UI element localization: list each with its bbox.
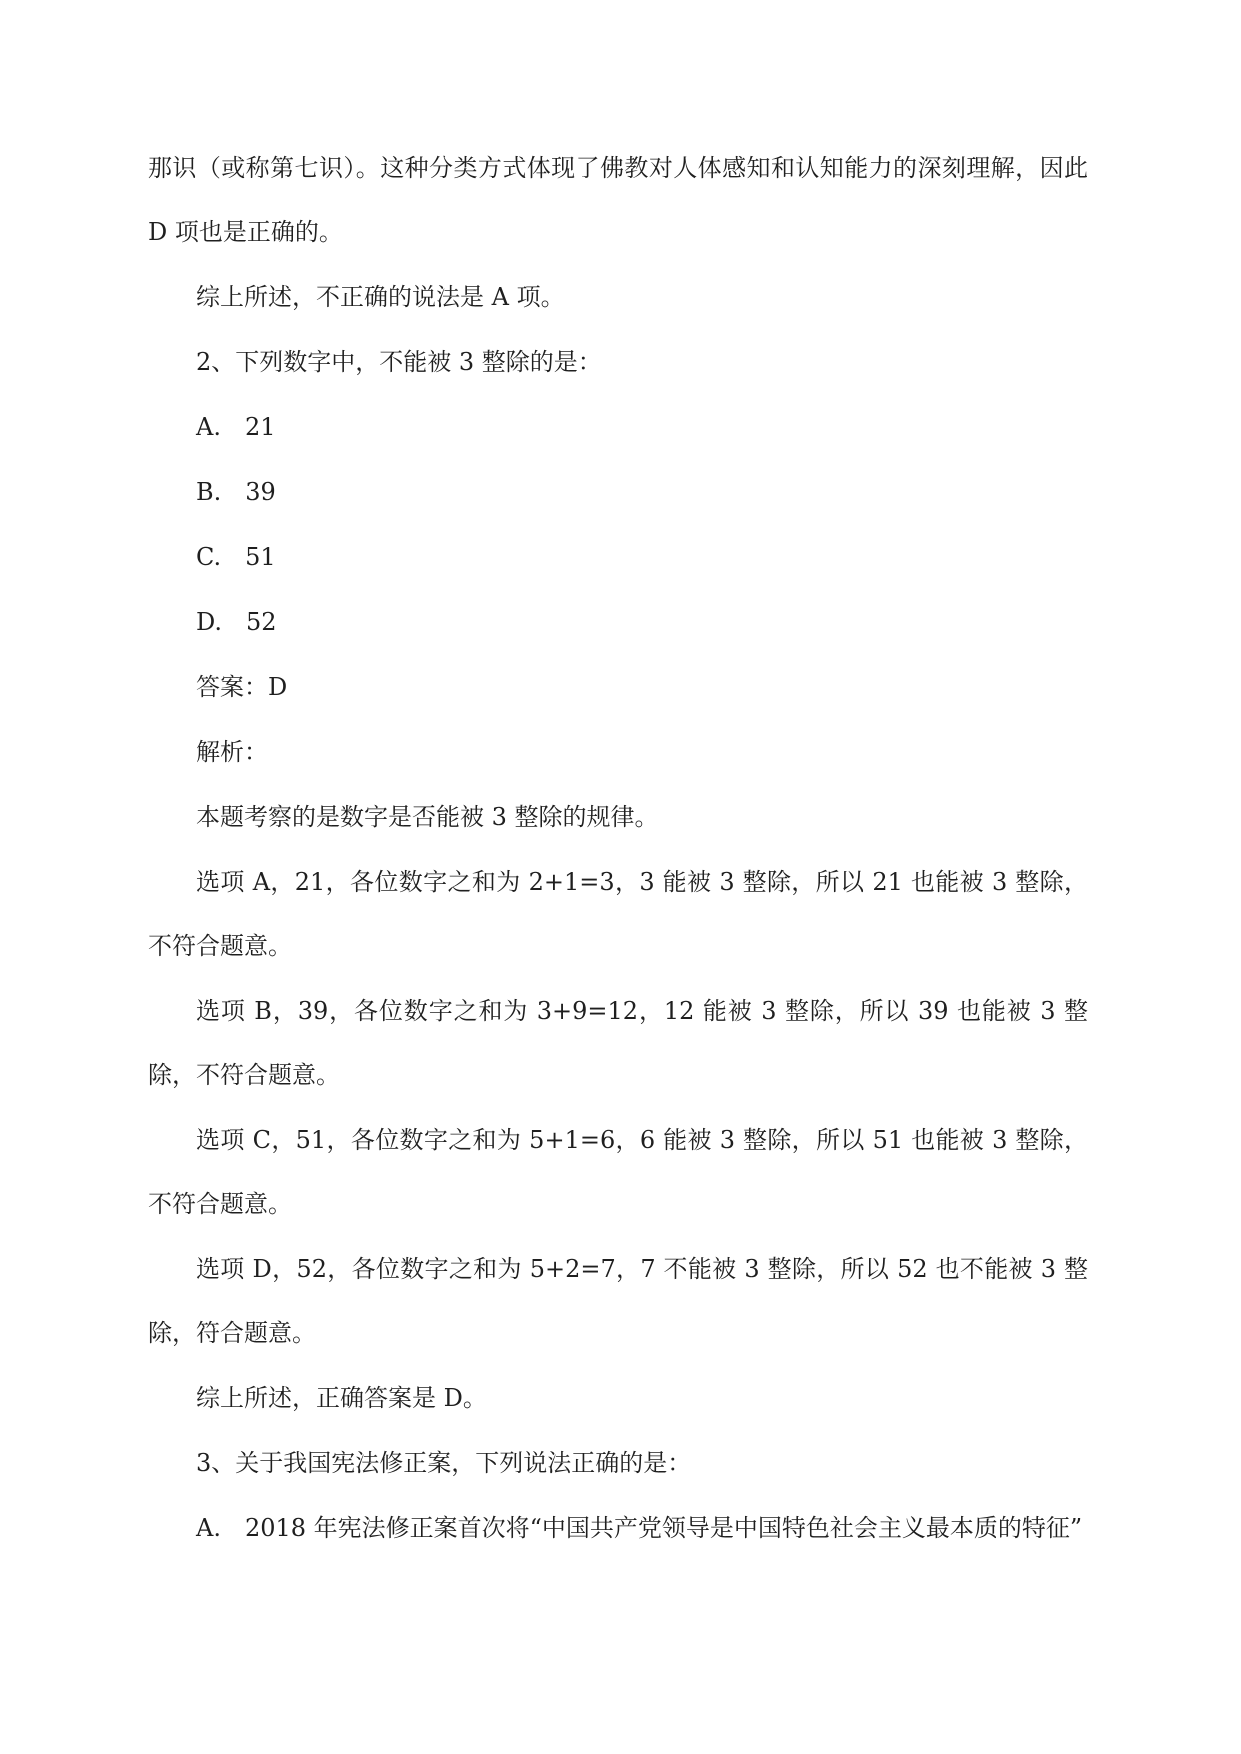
q2-option-c: C. 51 <box>196 543 276 571</box>
q1-conclusion: 综上所述，不正确的说法是 A 项。 <box>196 283 565 311</box>
prev-explanation-tail: 那识（或称第七识）。这种分类方式体现了佛教对人体感知和认知能力的深刻理解，因此 D 项也是正确的。 <box>148 154 1088 246</box>
q3-stem: 3、关于我国宪法修正案，下列说法正确的是： <box>196 1449 692 1477</box>
q2-analysis-option-a: 选项 A，21，各位数字之和为 2+1=3，3 能被 3 整除，所以 21 也能被 3 整除，不符合题意。 <box>148 868 1088 960</box>
q2-option-a: A. 21 <box>196 413 276 441</box>
q2-option-b: B. 39 <box>196 478 276 506</box>
q2-analysis-option-c: 选项 C，51，各位数字之和为 5+1=6，6 能被 3 整除，所以 51 也能被 3 整除，不符合题意。 <box>148 1126 1088 1218</box>
q2-option-d: D. 52 <box>196 608 277 636</box>
q2-analysis-intro: 本题考察的是数字是否能被 3 整除的规律。 <box>196 803 659 831</box>
q2-analysis-option-b: 选项 B，39，各位数字之和为 3+9=12，12 能被 3 整除，所以 39 也能被 3 整除，不符合题意。 <box>148 997 1088 1089</box>
q2-analysis-option-d: 选项 D，52，各位数字之和为 5+2=7，7 不能被 3 整除，所以 52 也不能被 3 整除，符合题意。 <box>148 1255 1088 1347</box>
q2-conclusion: 综上所述，正确答案是 D。 <box>196 1384 487 1412</box>
document-content <box>148 136 1088 1561</box>
q2-analysis-label: 解析： <box>196 738 268 766</box>
q2-stem: 2、下列数字中，不能被 3 整除的是： <box>196 348 602 376</box>
q2-answer: 答案：D <box>196 673 288 701</box>
q3-option-a: A. 2018 年宪法修正案首次将“中国共产党领导是中国特色社会主义最本质的特征” <box>196 1514 1083 1542</box>
